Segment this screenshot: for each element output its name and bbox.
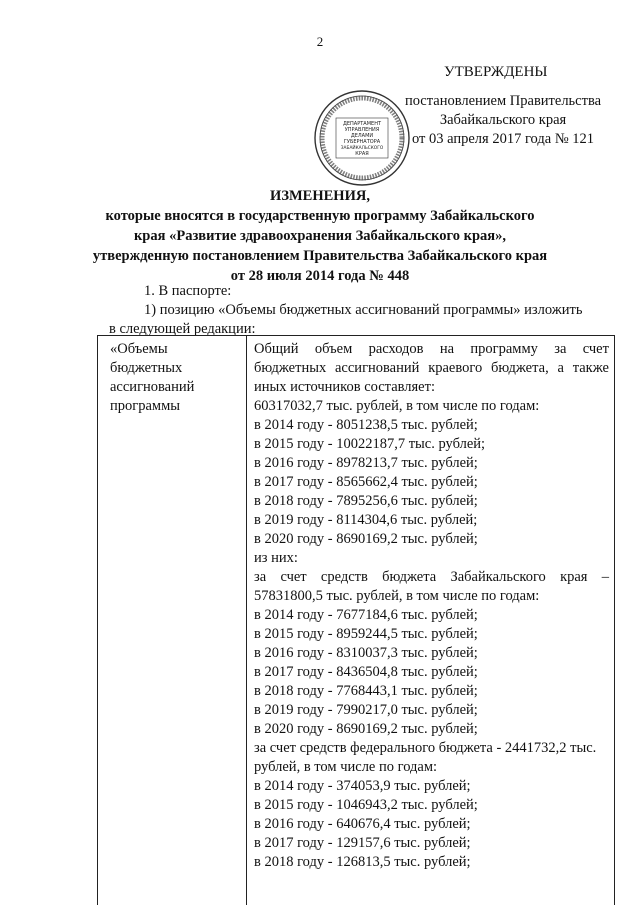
word: а <box>557 360 564 376</box>
left-cell-line: бюджетных <box>110 360 183 376</box>
table-line: иных источников составляет: <box>254 379 435 395</box>
justified-line <box>254 359 609 378</box>
page-number: 2 <box>316 34 324 49</box>
word: также <box>572 360 609 376</box>
table-line: из них: <box>254 550 298 566</box>
table-line: в 2015 году - 8959244,5 тыс. рублей; <box>254 626 478 642</box>
table-line: в 2015 году - 10022187,7 тыс. рублей; <box>254 436 486 452</box>
table-right-cell <box>254 340 609 872</box>
table-line: в 2017 году - 8436504,8 тыс. рублей; <box>254 664 478 680</box>
word: бюджета, <box>491 360 549 376</box>
table-left-cell <box>110 340 194 416</box>
title-line: края «Развитие здравоохранения Забайкальского края», <box>133 228 507 244</box>
stamp-line-3: ДЕЛАМИ <box>350 133 374 139</box>
justified-line <box>254 340 609 359</box>
table-line: в 2017 году - 129157,6 тыс. рублей; <box>254 835 471 851</box>
budget-table <box>97 335 615 905</box>
official-stamp <box>312 88 412 188</box>
table-line: в 2020 году - 8690169,2 тыс. рублей; <box>254 721 478 737</box>
word: краевого <box>428 360 483 376</box>
table-line: рублей, в том числе по годам: <box>254 759 438 775</box>
table-line: в 2015 году - 1046943,2 тыс. рублей; <box>254 797 478 813</box>
column-divider <box>246 336 247 905</box>
stamp-line-4: ГУБЕРНАТОРА <box>343 139 381 145</box>
table-line: в 2018 году - 7895256,6 тыс. рублей; <box>254 493 478 509</box>
table-line: в 2017 году - 8565662,4 тыс. рублей; <box>254 474 478 490</box>
word: на <box>439 341 455 357</box>
word: счет <box>280 569 307 585</box>
word: за <box>254 569 267 585</box>
table-line: в 2020 году - 8690169,2 тыс. рублей; <box>254 531 478 547</box>
table-line: 60317032,7 тыс. рублей, в том числе по годам: <box>254 398 540 414</box>
table-line: 57831800,5 тыс. рублей, в том числе по годам: <box>254 588 540 604</box>
word: края <box>560 569 588 585</box>
title-line: которые вносятся в государственную программу Забайкальского <box>105 208 535 224</box>
word: расходов <box>368 341 424 357</box>
table-line: в 2014 году - 374053,9 тыс. рублей; <box>254 778 471 794</box>
paragraph-2: 1) позицию «Объемы бюджетных ассигнований программы» изложить <box>144 302 583 318</box>
left-cell-line: «Объемы <box>110 341 168 357</box>
title-line: утвержденную постановлением Правительства Забайкальского края <box>92 248 548 264</box>
table-line: в 2014 году - 8051238,5 тыс. рублей; <box>254 417 478 433</box>
stamp-line-2: УПРАВЛЕНИЯ <box>344 127 380 133</box>
stamp-line-6: КРАЯ <box>355 151 369 157</box>
word: объем <box>314 341 353 357</box>
table-line: в 2016 году - 640676,4 тыс. рублей; <box>254 816 471 832</box>
stamp-line-1: ДЕПАРТАМЕНТ <box>342 121 382 127</box>
word: Общий <box>254 341 299 357</box>
title-line: от 28 июля 2014 года № 448 <box>230 268 410 284</box>
table-line: в 2014 году - 7677184,6 тыс. рублей; <box>254 607 478 623</box>
paragraph-3: в следующей редакции: <box>109 321 256 337</box>
word: программу <box>470 341 538 357</box>
table-line: в 2016 году - 8310037,3 тыс. рублей; <box>254 645 478 661</box>
word: счет <box>582 341 609 357</box>
word: за <box>554 341 567 357</box>
paragraph-1: 1. В паспорте: <box>144 283 232 299</box>
table-line: в 2018 году - 7768443,1 тыс. рублей; <box>254 683 478 699</box>
table-line: в 2018 году - 126813,5 тыс. рублей; <box>254 854 471 870</box>
word: бюджета <box>382 569 437 585</box>
word: – <box>601 569 609 585</box>
approved-label: УТВЕРЖДЕНЫ <box>444 64 548 80</box>
title-line: ИЗМЕНЕНИЯ, <box>270 188 370 204</box>
justified-line <box>254 568 609 587</box>
table-line: в 2019 году - 8114304,6 тыс. рублей; <box>254 512 478 528</box>
table-line: в 2016 году - 8978213,7 тыс. рублей; <box>254 455 478 471</box>
decree-reference <box>398 92 608 149</box>
table-line: в 2019 году - 7990217,0 тыс. рублей; <box>254 702 478 718</box>
decree-line: от 03 апреля 2017 года № 121 <box>411 131 595 147</box>
word: ассигнований <box>335 360 420 376</box>
left-cell-line: программы <box>110 398 180 414</box>
document-title <box>80 186 560 286</box>
decree-line: Забайкальского края <box>439 112 567 128</box>
word: средств <box>320 569 368 585</box>
stamp-line-5: ЗАБАЙКАЛЬСКОГО <box>340 146 384 151</box>
word: бюджетных <box>254 360 327 376</box>
left-cell-line: ассигнований <box>110 379 195 395</box>
table-line: за счет средств федерального бюджета - 2441732,2 тыс. <box>254 740 597 756</box>
word: Забайкальского <box>450 569 546 585</box>
decree-line: постановлением Правительства <box>404 93 602 109</box>
